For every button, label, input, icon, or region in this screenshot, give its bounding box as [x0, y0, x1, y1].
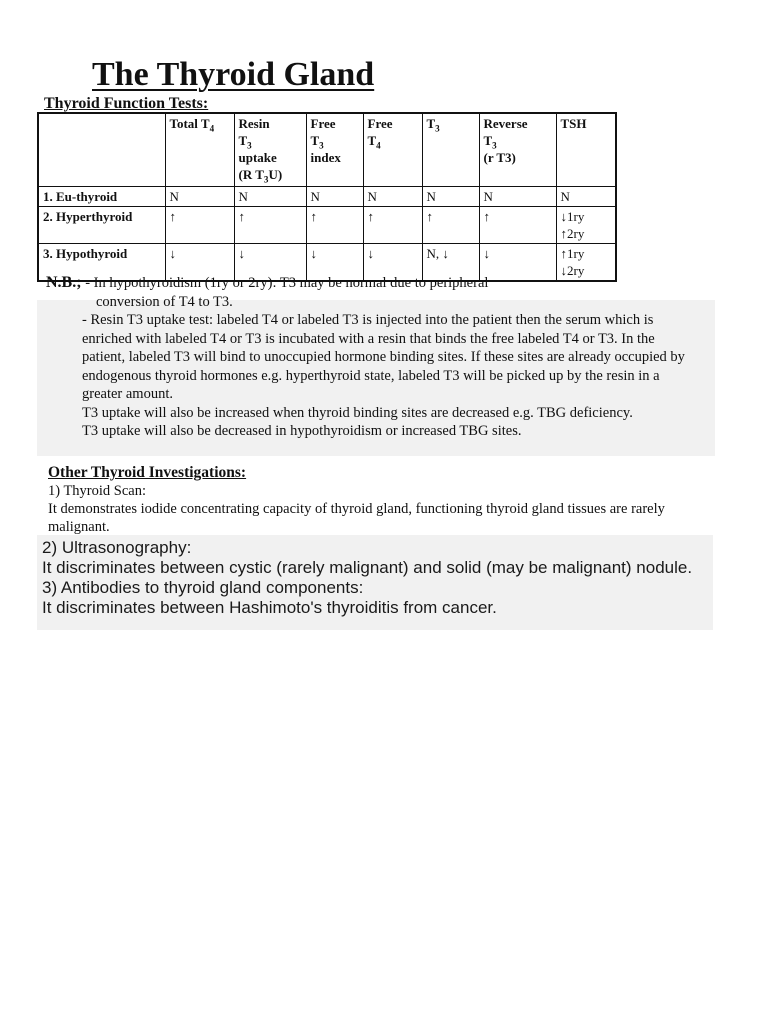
table-cell: N: [234, 187, 306, 207]
item-3-title: 3) Antibodies to thyroid gland components:: [42, 578, 364, 597]
page-title: The Thyroid Gland: [92, 56, 375, 93]
table-cell: ↑: [234, 207, 306, 244]
nb-line-1: - In hypothyroidism (1ry or 2ry): T3 may be normal due to peripheral: [85, 275, 489, 291]
table-cell: N: [479, 187, 556, 207]
row-label-hypothyroid: 3. Hypothyroid: [38, 244, 165, 282]
table-cell: ↑: [165, 207, 234, 244]
table-cell: ↓: [363, 244, 422, 282]
table-cell: N: [306, 187, 363, 207]
table-cell: ↑1ry ↓2ry: [556, 244, 616, 282]
nb-line-3: T3 uptake will also be increased when thyroid binding sites are decreased e.g. TBG deficiency.: [82, 404, 633, 421]
table-cell: ↑: [306, 207, 363, 244]
table-row: [38, 187, 616, 207]
table-header-free-t4: Free $T_4$: [363, 113, 422, 187]
section-heading-thyroid-function-tests: Thyroid Function Tests:: [44, 95, 209, 112]
table-row: [38, 207, 616, 244]
table-cell: ↓: [479, 244, 556, 282]
table-header-blank: [38, 113, 165, 187]
table-cell: ↑: [422, 207, 479, 244]
nb-notes: [46, 274, 696, 441]
table-header-free-t3-index: Free $T_3$ index: [306, 113, 363, 187]
table-cell: N: [165, 187, 234, 207]
section-heading-other-investigations: Other Thyroid Investigations:: [48, 464, 247, 481]
investigation-thyroid-scan: [48, 482, 728, 536]
table-header-total-t4: Total $T_4$: [165, 113, 234, 187]
item-3-text: It discriminates between Hashimoto's thyroiditis from cancer.: [42, 598, 497, 617]
table-header-tsh: TSH: [556, 113, 616, 187]
table-header-t3: $T_3$: [422, 113, 479, 187]
nb-resin-paragraph: - Resin T3 uptake test: labeled T4 or labeled T3 is injected into the patient then the serum which is enriched with labeled T4 or T3 is incubated with a resin that binds the free labeled T4 or T3. In the patient, labeled T3 will bind to unoccupied hormone binding sites. If these sites are already occupied by endogenous thyroid hormones e.g. hyperthyroid state, labeled T3 will be picked up by the resin in a greater amount.: [82, 312, 685, 402]
table-cell: N, ↓: [422, 244, 479, 282]
investigation-list: [42, 538, 732, 618]
table-cell: N: [556, 187, 616, 207]
table-cell: ↓: [234, 244, 306, 282]
table-cell: ↓: [306, 244, 363, 282]
item-2-text: It discriminates between cystic (rarely malignant) and solid (may be malignant) nodule.: [42, 558, 693, 577]
thyroid-function-table: [37, 112, 617, 282]
table-cell: ↑: [363, 207, 422, 244]
nb-label: N.B.;: [46, 274, 82, 291]
item-1-text: It demonstrates iodide concentrating capacity of thyroid gland, functioning thyroid gland tissues are rarely malignant.: [48, 501, 665, 535]
item-2-title: 2) Ultrasonography:: [42, 538, 192, 557]
item-1-title: 1) Thyroid Scan:: [48, 483, 146, 499]
table-cell: ↑: [479, 207, 556, 244]
row-label-hyperthyroid: 2. Hyperthyroid: [38, 207, 165, 244]
table-cell: ↓1ry ↑2ry: [556, 207, 616, 244]
table-cell: N: [422, 187, 479, 207]
table-cell: N: [363, 187, 422, 207]
table-cell: ↓: [165, 244, 234, 282]
row-label-euthyroid: 1. Eu-thyroid: [38, 187, 165, 207]
table-header-reverse-t3: Reverse $T_3$ (r T3): [479, 113, 556, 187]
table-header-resin-t3-uptake: Resin $T_3$ uptake (R $T_3U$): [234, 113, 306, 187]
nb-line-4: T3 uptake will also be decreased in hypothyroidism or increased TBG sites.: [82, 423, 522, 439]
nb-line-2: conversion of T4 to T3.: [96, 293, 233, 310]
